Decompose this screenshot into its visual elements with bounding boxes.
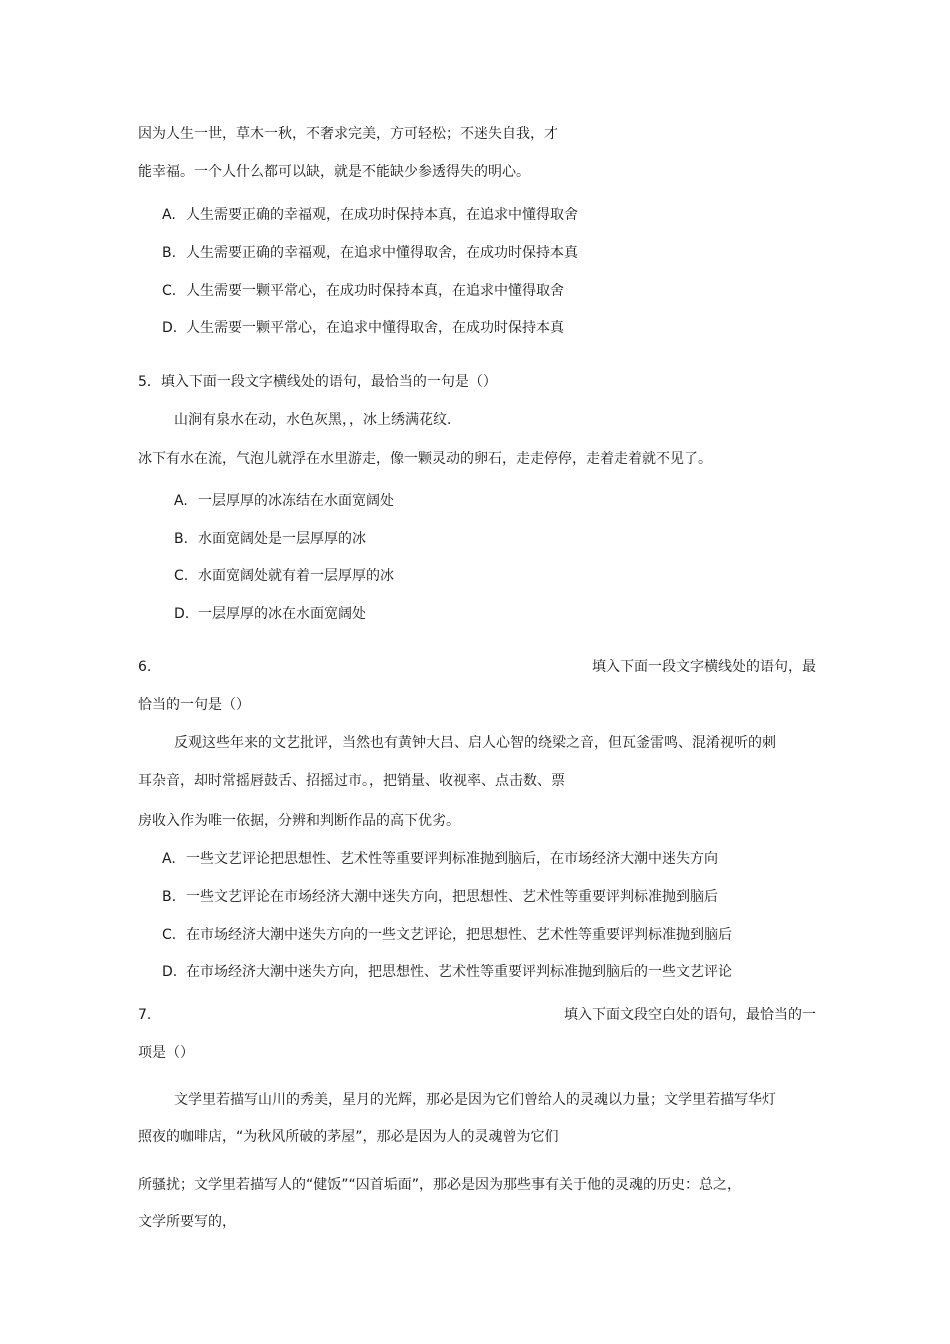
passage-line: 冰下有水在流，气泡儿就浮在水里游走，像一颗灵动的卵石，走走停停，走着走着就不见了。 [138, 451, 712, 467]
option-text: 一些文艺评论把思想性、艺术性等重要评判标准抛到脑后，在市场经济大潮中迷失方向 [186, 851, 718, 867]
question-stem-text: 填入下面文段空白处的语句，最恰当的一 [564, 1007, 816, 1023]
option-label: D. [174, 606, 190, 622]
option-a[interactable] [162, 205, 578, 225]
question-stem: 5．填入下面一段文字横线处的语句，最恰当的一句是（） [138, 374, 497, 390]
option-text: 人生需要正确的幸福观，在追求中懂得取舍，在成功时保持本真 [186, 245, 578, 261]
option-c[interactable] [174, 566, 394, 586]
passage-line: 文学里若描写山川的秀美，星月的光辉，那必是因为它们曾给人的灵魂以力量；文学里若描写华灯 [174, 1092, 776, 1108]
option-c[interactable] [162, 281, 564, 301]
question-number: 6. [138, 659, 152, 675]
option-text: 在市场经济大潮中迷失方向，把思想性、艺术性等重要评判标准抛到脑后的一些文艺评论 [186, 964, 732, 980]
option-text: 一层厚厚的冰冻结在水面宽阔处 [198, 493, 394, 509]
option-b[interactable] [162, 243, 578, 263]
question-stem-continued: 项是（） [138, 1045, 194, 1061]
option-label: A. [162, 207, 176, 223]
option-text: 人生需要正确的幸福观，在成功时保持本真，在追求中懂得取舍 [186, 207, 578, 223]
option-label: B. [162, 245, 177, 261]
passage-line: 文学所要写的， [138, 1214, 236, 1230]
option-label: D. [162, 964, 178, 980]
option-b[interactable] [174, 529, 366, 549]
option-text: 一层厚厚的冰在水面宽阔处 [198, 606, 366, 622]
passage-line: 山涧有泉水在动，水色灰黑，，冰上绣满花纹. [174, 412, 452, 428]
option-c[interactable] [162, 925, 732, 945]
option-label: A. [162, 851, 176, 867]
option-text: 一些文艺评论在市场经济大潮中迷失方向，把思想性、艺术性等重要评判标准抛到脑后 [186, 889, 718, 905]
option-text: 在市场经济大潮中迷失方向的一些文艺评论，把思想性、艺术性等重要评判标准抛到脑后 [186, 927, 732, 943]
option-label: A. [174, 493, 188, 509]
option-b[interactable] [162, 887, 718, 907]
question-stem-continued: 恰当的一句是（） [138, 697, 250, 713]
option-label: B. [174, 531, 189, 547]
option-a[interactable] [162, 849, 718, 869]
option-d[interactable] [162, 318, 564, 338]
passage-line: 所骚扰；文学里若描写人的“健饭”“囚首垢面”，那必是因为那些事有关于他的灵魂的历史：总之， [138, 1177, 742, 1193]
passage-line: 因为人生一世，草木一秋，不奢求完美，方可轻松；不迷失自我，才 [138, 126, 558, 142]
option-a[interactable] [174, 491, 394, 511]
option-text: 人生需要一颗平常心，在成功时保持本真，在追求中懂得取舍 [186, 283, 564, 299]
option-d[interactable] [174, 604, 366, 624]
option-text: 人生需要一颗平常心，在追求中懂得取舍，在成功时保持本真 [186, 320, 564, 336]
passage-line: 耳杂音，却时常摇唇鼓舌、招摇过市。，把销量、收视率、点击数、票 [138, 773, 565, 789]
passage-line: 能幸福。一个人什么都可以缺，就是不能缺少参透得失的明心。 [138, 164, 530, 180]
passage-line: 房收入作为唯一依据，分辨和判断作品的高下优劣。 [138, 813, 460, 829]
option-label: B. [162, 889, 177, 905]
option-label: C. [162, 927, 177, 943]
passage-line: 反观这些年来的文艺批评，当然也有黄钟大吕、启人心智的绕梁之音，但瓦釜雷鸣、混淆视听的刺 [174, 735, 776, 751]
option-label: C. [162, 283, 177, 299]
option-text: 水面宽阔处是一层厚厚的冰 [198, 531, 366, 547]
passage-line: 照夜的咖啡店，“为秋风所破的茅屋”，那必是因为人的灵魂曾为它们 [138, 1129, 559, 1145]
option-d[interactable] [162, 962, 732, 982]
option-label: D. [162, 320, 178, 336]
option-text: 水面宽阔处就有着一层厚厚的冰 [198, 568, 394, 584]
question-number: 7. [138, 1007, 152, 1023]
question-stem-text: 填入下面一段文字横线处的语句，最 [592, 659, 816, 675]
option-label: C. [174, 568, 189, 584]
